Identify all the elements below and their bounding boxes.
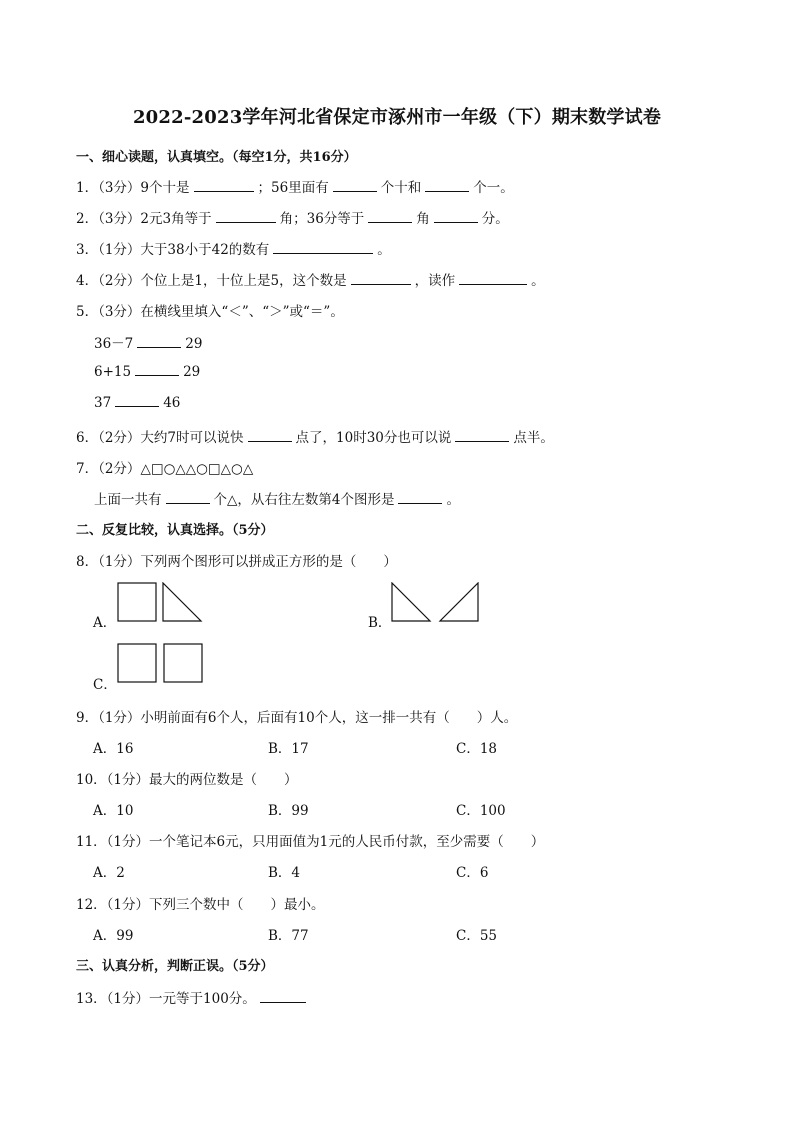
question-1: [76, 176, 514, 196]
q5-row-1-right: 29: [185, 336, 203, 352]
q8-option-a-label[interactable]: A．: [93, 615, 117, 631]
q2-blank-1[interactable]: [216, 210, 276, 223]
q7-text-d: 。: [446, 492, 460, 508]
q7-line-2: [94, 488, 460, 508]
q1-text-b: ；56里面有: [257, 180, 329, 196]
q11-option-c[interactable]: C．6: [456, 865, 489, 881]
q8-option-a-figure: [117, 582, 205, 624]
q6-text-a: 6．（2分）大约7时可以说快: [76, 430, 244, 446]
q4-text-c: 。: [531, 273, 545, 289]
q9-option-a[interactable]: A．16: [93, 741, 134, 757]
square-shape: [118, 644, 156, 682]
question-9: 9．（1分）小明前面有6个人，后面有10个人，这一排一共有（ ）人。: [76, 710, 518, 726]
q6-text-c: 点半。: [513, 430, 554, 446]
q5-row-2-blank[interactable]: [135, 363, 179, 376]
q3-text-b: 。: [377, 242, 391, 258]
q2-blank-2[interactable]: [368, 210, 412, 223]
q2-text-d: 分。: [481, 211, 509, 227]
q7-shape-sequence: △□○△△○□△○△: [140, 461, 254, 477]
q6-blank-1[interactable]: [248, 429, 292, 442]
q2-text-b: 角；36分等于: [279, 211, 365, 227]
section-1-heading: 一、细心读题，认真填空。（每空1分，共16分）: [76, 150, 357, 165]
question-3: [76, 238, 391, 258]
square-shape: [118, 583, 156, 621]
q8-option-b-figure: [391, 582, 483, 624]
q5-row-3: [94, 394, 180, 411]
question-4: [76, 269, 545, 289]
q5-row-3-blank[interactable]: [115, 394, 159, 407]
q4-text-b: ，读作: [414, 273, 456, 289]
question-7: [76, 457, 253, 477]
q6-blank-2[interactable]: [455, 429, 509, 442]
q5-row-1-left: 36－7: [94, 336, 134, 352]
q1-text-c: 个十和: [380, 180, 422, 196]
q9-option-b[interactable]: B．17: [268, 741, 309, 757]
q4-text-a: 4．（2分）个位上是1，十位上是5，这个数是: [76, 273, 347, 289]
q5-row-2: [94, 363, 200, 380]
q4-blank-2[interactable]: [459, 272, 527, 285]
q6-text-b: 点了，10时30分也可以说: [295, 430, 452, 446]
q12-option-b[interactable]: B．77: [268, 928, 309, 944]
q2-text-c: 角: [416, 211, 430, 227]
q1-text-a: 1．（3分）9个十是: [76, 180, 190, 196]
question-13: [76, 987, 310, 1007]
q1-text-d: 个一。: [473, 180, 514, 196]
triangle-shape: [392, 583, 430, 621]
square-shape: [164, 644, 202, 682]
q12-option-c[interactable]: C．55: [456, 928, 498, 944]
triangle-shape: [440, 583, 478, 621]
q5-row-1: [94, 332, 202, 352]
q7-blank-2[interactable]: [398, 491, 442, 504]
q3-blank-1[interactable]: [273, 241, 373, 254]
q5-row-3-left: 37: [94, 395, 112, 411]
q1-blank-1[interactable]: [194, 179, 254, 192]
section-2-heading: 二、反复比较，认真选择。（5分）: [76, 523, 274, 538]
question-6: [76, 426, 554, 446]
q2-blank-3[interactable]: [434, 210, 478, 223]
q8-option-c-figure: [117, 643, 205, 685]
q9-option-c[interactable]: C．18: [456, 741, 498, 757]
q5-row-1-blank[interactable]: [137, 335, 181, 348]
q11-option-b[interactable]: B．4: [268, 865, 301, 881]
q5-row-3-right: 46: [163, 395, 181, 411]
q7-text-b: 上面一共有: [94, 492, 162, 508]
q13-text: 13．（1分）一元等于100分。: [76, 991, 256, 1007]
q11-option-a[interactable]: A．2: [93, 865, 125, 881]
question-2: [76, 207, 509, 227]
question-8: 8．（1分）下列两个图形可以拼成正方形的是（ ）: [76, 554, 397, 570]
q10-option-a[interactable]: A．10: [93, 803, 134, 819]
q5-row-2-left: 6+15: [94, 364, 132, 380]
q10-option-b[interactable]: B．99: [268, 803, 309, 819]
q7-text-c: 个△，从右往左数第4个图形是: [213, 492, 395, 508]
q2-text-a: 2．（3分）2元3角等于: [76, 211, 212, 227]
q5-row-2-right: 29: [183, 364, 201, 380]
question-11: 11．（1分）一个笔记本6元，只用面值为1元的人民币付款，至少需要（ ）: [76, 834, 545, 850]
q1-blank-2[interactable]: [333, 179, 377, 192]
question-10: 10．（1分）最大的两位数是（ ）: [76, 772, 298, 788]
q4-blank-1[interactable]: [351, 272, 411, 285]
q8-option-c-label[interactable]: C．: [93, 677, 117, 693]
page-title: 2022-2023学年河北省保定市涿州市一年级（下）期末数学试卷: [132, 107, 662, 128]
q7-blank-1[interactable]: [166, 491, 210, 504]
q3-text-a: 3．（1分）大于38小于42的数有: [76, 242, 270, 258]
question-5: 5．（3分）在横线里填入“＜”、“＞”或“＝”。: [76, 304, 344, 320]
q13-blank[interactable]: [260, 990, 306, 1003]
question-12: 12．（1分）下列三个数中（ ）最小。: [76, 897, 325, 913]
q7-text-a: 7．（2分）: [76, 461, 141, 477]
q12-option-a[interactable]: A．99: [93, 928, 134, 944]
q8-option-b-label[interactable]: B．: [368, 615, 392, 631]
q10-option-c[interactable]: C．100: [456, 803, 506, 819]
section-3-heading: 三、认真分析，判断正误。（5分）: [76, 959, 274, 974]
triangle-shape: [163, 583, 201, 621]
q1-blank-3[interactable]: [425, 179, 469, 192]
